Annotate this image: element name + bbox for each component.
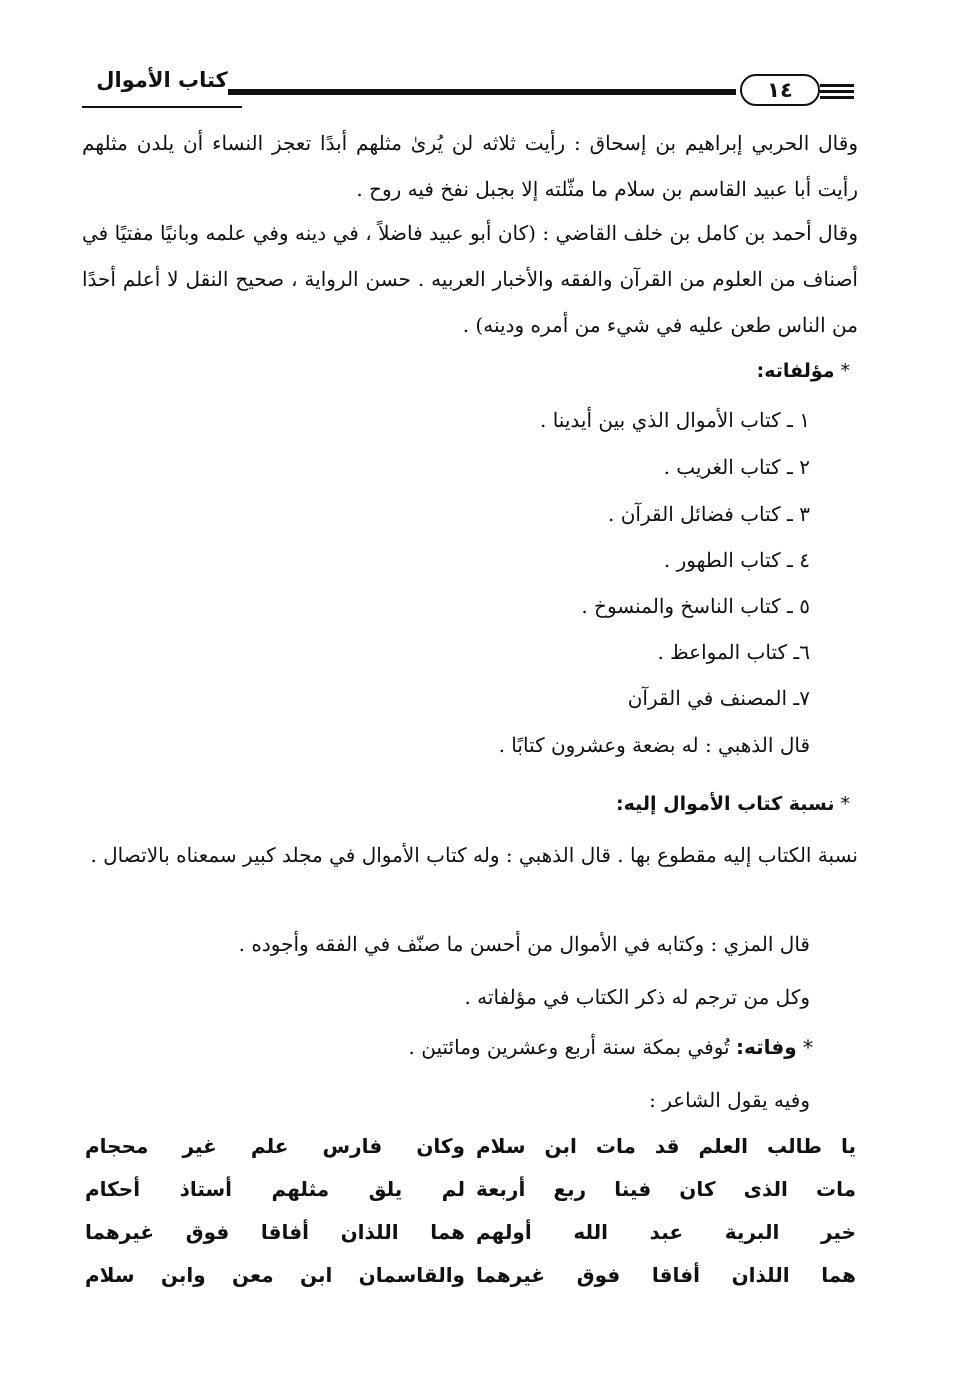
bullet-star: * bbox=[840, 793, 850, 815]
header-ornament-line bbox=[820, 90, 854, 93]
works-item: ٢ ـ كتاب الغريب . bbox=[663, 455, 810, 479]
poem-verse-left: لم يلق مثلهم أستاذ أحكام bbox=[85, 1177, 465, 1201]
works-item: ٧ـ المصنف في القرآن bbox=[627, 686, 810, 710]
page-header bbox=[0, 60, 958, 120]
poet-intro: وفيه يقول الشاعر : bbox=[649, 1088, 810, 1112]
poem-verse-right: مات الذى كان فينا ربع أربعة bbox=[476, 1177, 856, 1201]
works-heading-text: مؤلفاته: bbox=[756, 360, 835, 382]
paragraph-qadi: وقال أحمد بن كامل بن خلف القاضي : (كان أبو عبيد فاضلاً ، في دينه وفي علمه وبانيًا مفتيًا في أصناف من العلوم من القرآن والفقه والأخبار العربيه . حسن الرواية ، صحيح النقل لا أعلم أحدًا من الناس طعن عليه في شيء من أمره ودينه) . bbox=[82, 221, 858, 337]
poem-verse-right: هما اللذان أفاقا فوق غيرهما bbox=[476, 1263, 856, 1287]
death-line bbox=[409, 1035, 813, 1059]
mizzi-line: قال المزي : وكتابه في الأموال من أحسن ما صنّف في الفقه وأجوده . bbox=[238, 932, 810, 956]
works-item: ١ ـ كتاب الأموال الذي بين أيدينا . bbox=[540, 408, 810, 432]
poem-verse-left: والقاسمان ابن معن وابن سلام bbox=[85, 1263, 465, 1287]
death-text: تُوفي بمكة سنة أربع وعشرين ومائتين . bbox=[408, 1035, 730, 1059]
poem-verse-left: هما اللذان أفاقا فوق غيرهما bbox=[85, 1220, 465, 1244]
paragraph-harbi: وقال الحربي إبراهيم بن إسحاق : رأيت ثلاثه لن يُرىٰ مثلهم أبدًا تعجز النساء أن يلدن مثلهم رأيت أبا عبيد القاسم بن سلام ما مثّلته إلا بجبل نفخ فيه روح . bbox=[82, 131, 858, 201]
dhahabi-count-line: قال الذهبي : له بضعة وعشرون كتابًا . bbox=[498, 733, 810, 757]
poem-verse-right: خير البرية عبد الله أولهم bbox=[476, 1220, 856, 1244]
all-mention-line: وكل من ترجم له ذكر الكتاب في مؤلفاته . bbox=[464, 985, 810, 1009]
works-item: ٤ ـ كتاب الطهور . bbox=[663, 548, 810, 572]
bullet-star: * bbox=[840, 360, 850, 382]
poem-verse-right: يا طالب العلم قد مات ابن سلام bbox=[476, 1134, 856, 1158]
running-book-title: كتاب الأموال bbox=[96, 68, 228, 92]
bullet-star: * bbox=[803, 1035, 813, 1059]
works-item: ٥ ـ كتاب الناسخ والمنسوخ . bbox=[581, 594, 810, 618]
death-label: وفاته: bbox=[735, 1035, 797, 1059]
header-ornament-line bbox=[820, 96, 854, 99]
poem-verse-left: وكان فارس علم غير محجام bbox=[85, 1134, 465, 1158]
works-item: ٣ ـ كتاب فضائل القرآن . bbox=[608, 502, 810, 526]
paragraph-attribution: نسبة الكتاب إليه مقطوع بها . قال الذهبي : وله كتاب الأموال في مجلد كبير سمعناه بالاتصال . bbox=[90, 843, 858, 867]
header-underline bbox=[82, 106, 242, 108]
attribution-heading-text: نسبة كتاب الأموال إليه: bbox=[616, 793, 835, 815]
page-number: ١٤ bbox=[740, 74, 820, 106]
header-rule bbox=[228, 89, 736, 95]
works-heading bbox=[757, 360, 850, 382]
works-item: ٦ـ كتاب المواعظ . bbox=[657, 640, 810, 664]
attribution-heading bbox=[616, 793, 850, 815]
header-ornament-line bbox=[820, 84, 854, 87]
